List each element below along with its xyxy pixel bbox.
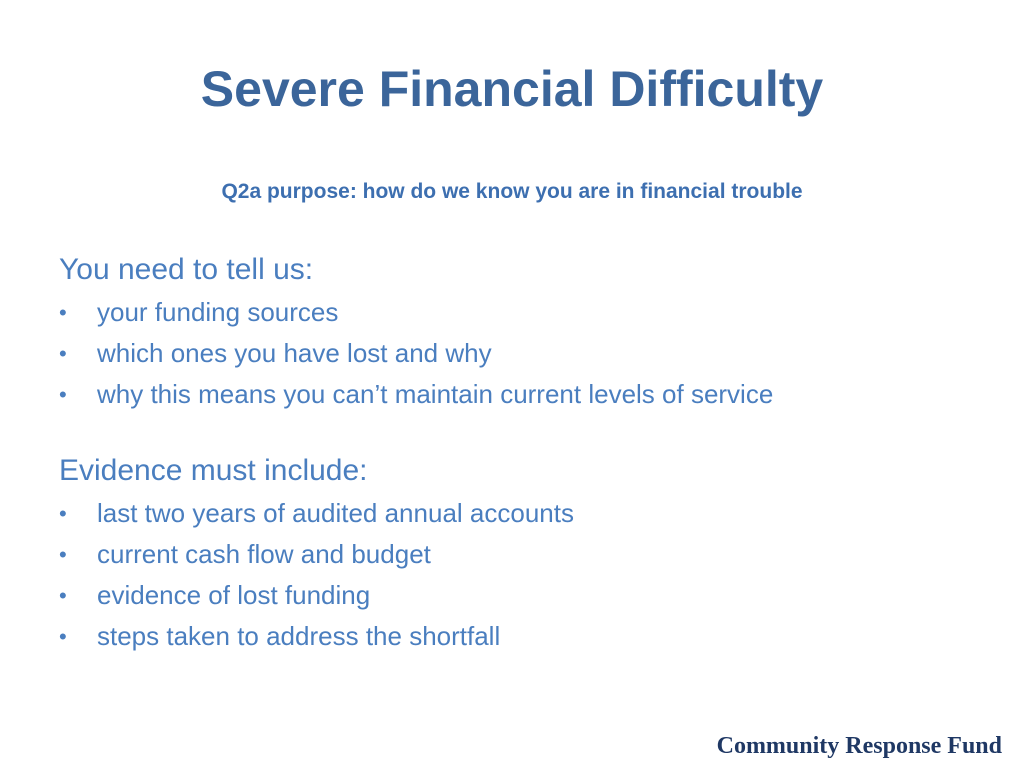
bullet-item bbox=[59, 333, 979, 374]
bullet-icon: • bbox=[59, 501, 67, 526]
slide-title: Severe Financial Difficulty bbox=[200, 61, 824, 117]
bullet-item bbox=[59, 374, 979, 415]
section-heading-evidence: Evidence must include: bbox=[59, 454, 368, 487]
bullet-icon: • bbox=[59, 624, 67, 649]
bullet-item bbox=[59, 292, 979, 333]
bullet-text: evidence of lost funding bbox=[97, 580, 371, 610]
section-spacer bbox=[59, 415, 979, 449]
bullet-text: steps taken to address the shortfall bbox=[97, 621, 501, 651]
bullet-text: your funding sources bbox=[97, 297, 339, 327]
bullet-text: why this means you can’t maintain current levels of service bbox=[97, 379, 774, 409]
bullet-item bbox=[59, 575, 979, 616]
bullet-item bbox=[59, 616, 979, 657]
bullet-text: which ones you have lost and why bbox=[97, 338, 492, 368]
slide-content bbox=[59, 248, 979, 657]
bullet-list-tell-us bbox=[59, 292, 979, 415]
bullet-icon: • bbox=[59, 341, 67, 366]
bullet-list-evidence bbox=[59, 493, 979, 657]
bullet-text: current cash flow and budget bbox=[97, 539, 431, 569]
slide-subtitle: Q2a purpose: how do we know you are in financial trouble bbox=[221, 180, 803, 203]
bullet-item bbox=[59, 493, 979, 534]
bullet-icon: • bbox=[59, 300, 67, 325]
bullet-icon: • bbox=[59, 382, 67, 407]
bullet-icon: • bbox=[59, 583, 67, 608]
footer-organization-name: Community Response Fund bbox=[716, 733, 1002, 759]
section-heading-tell-us: You need to tell us: bbox=[59, 253, 314, 286]
bullet-icon: • bbox=[59, 542, 67, 567]
bullet-item bbox=[59, 534, 979, 575]
bullet-text: last two years of audited annual accounts bbox=[97, 498, 574, 528]
